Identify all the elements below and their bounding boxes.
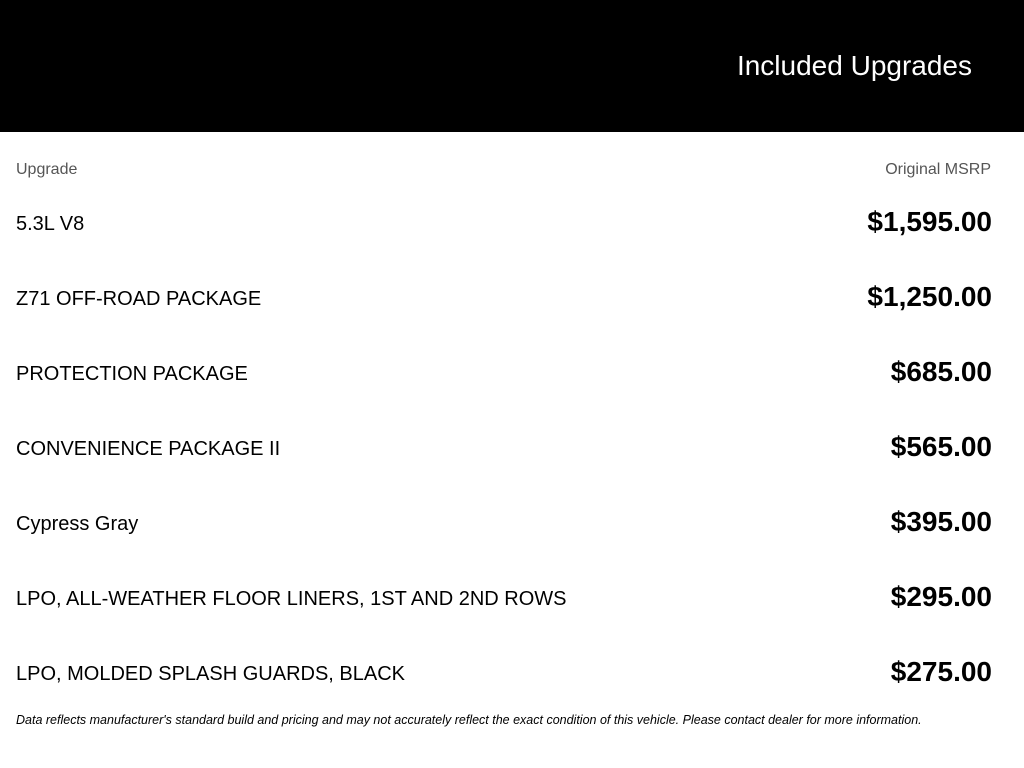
list-item [0, 197, 1024, 272]
upgrade-name: LPO, ALL-WEATHER FLOOR LINERS, 1ST AND 2ND ROWS [16, 588, 567, 610]
disclaimer-text: Data reflects manufacturer's standard build and pricing and may not accurately reflect the exact condition of this vehicle. Please contact dealer for more information. [16, 713, 922, 727]
upgrade-price: $395.00 [890, 506, 992, 537]
upgrade-price: $1,595.00 [867, 206, 992, 237]
upgrades-list [0, 197, 1024, 722]
upgrade-name: Z71 OFF-ROAD PACKAGE [16, 288, 262, 310]
list-item [0, 272, 1024, 347]
upgrade-name: 5.3L V8 [16, 213, 85, 235]
list-item [0, 497, 1024, 572]
upgrade-price: $685.00 [890, 356, 992, 387]
header-bar [0, 0, 1024, 132]
page-title: Included Upgrades [736, 50, 972, 81]
list-item [0, 347, 1024, 422]
upgrade-name: PROTECTION PACKAGE [16, 363, 248, 385]
list-item [0, 422, 1024, 497]
list-item [0, 647, 1024, 722]
upgrade-name: LPO, MOLDED SPLASH GUARDS, BLACK [16, 663, 406, 685]
list-item [0, 572, 1024, 647]
upgrade-name: Cypress Gray [16, 513, 139, 535]
column-header-msrp: Original MSRP [885, 161, 991, 178]
column-header-upgrade: Upgrade [16, 161, 78, 178]
upgrade-price: $565.00 [890, 431, 992, 462]
upgrade-price: $275.00 [890, 656, 992, 687]
upgrade-price: $295.00 [890, 581, 992, 612]
upgrade-name: CONVENIENCE PACKAGE II [16, 438, 281, 460]
upgrade-price: $1,250.00 [867, 281, 992, 312]
